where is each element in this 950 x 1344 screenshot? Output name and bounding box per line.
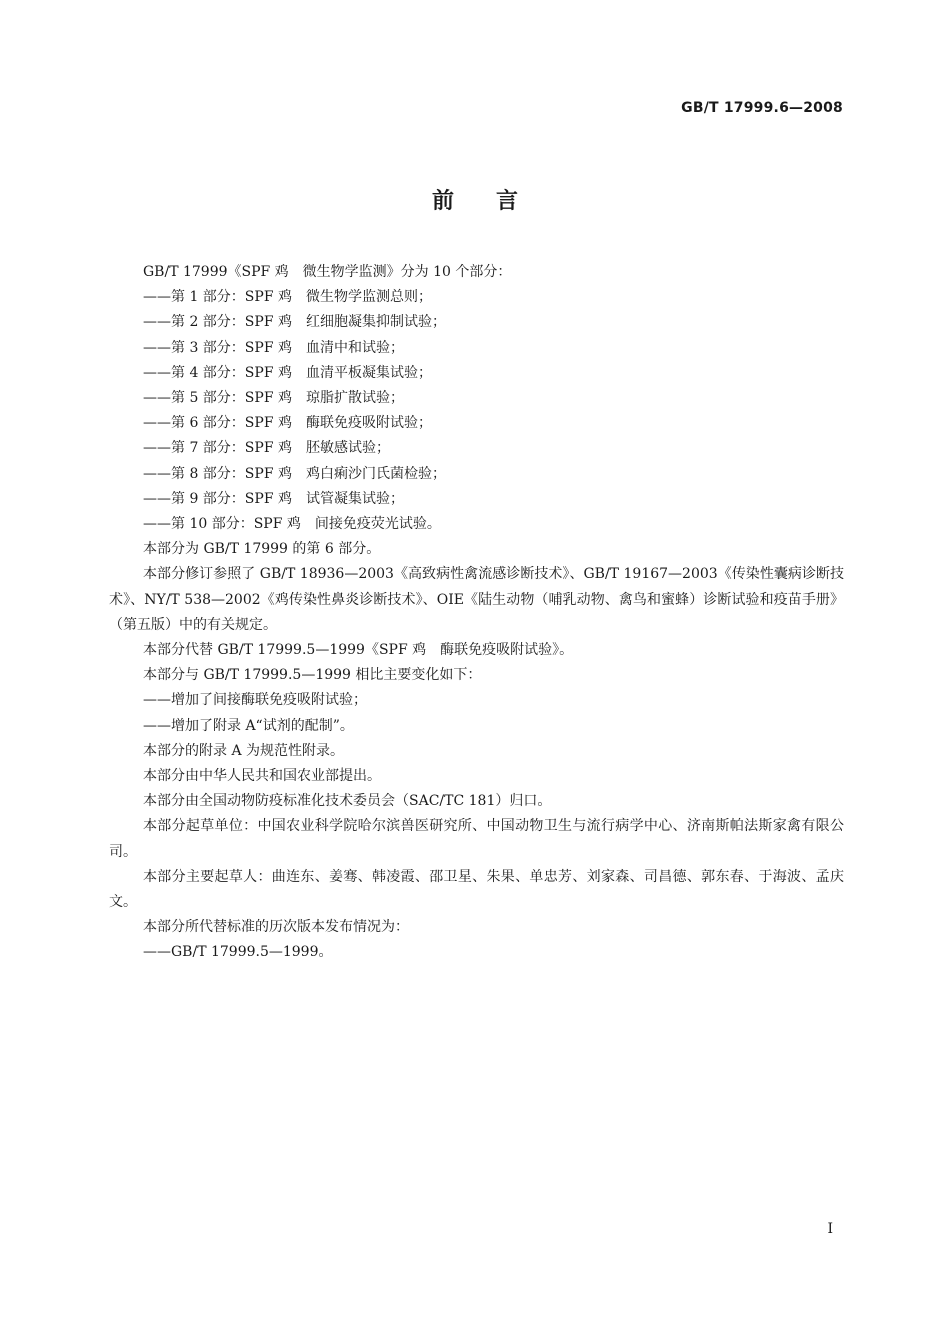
- part-of-paragraph: 本部分为 GB/T 17999 的第 6 部分。: [143, 541, 381, 558]
- drafters-paragraph: 本部分主要起草人：曲连东、姜骞、韩凌霞、邵卫星、朱果、单忠芳、刘家森、司昌德、郭东春、于海波、孟庆文。: [109, 868, 844, 911]
- page-title: 前言: [431, 189, 560, 214]
- list-item-change-2: ——增加了附录 A“试剂的配制”。: [143, 717, 354, 734]
- annex-paragraph: 本部分的附录 A 为规范性附录。: [143, 742, 345, 759]
- foreword-body: [109, 260, 844, 966]
- replaces-paragraph: 本部分代替 GB/T 17999.5—1999《SPF 鸡 酶联免疫吸附试验》。: [143, 642, 574, 659]
- list-item-part-6: ——第 6 部分：SPF 鸡 酶联免疫吸附试验；: [143, 415, 432, 432]
- list-item-history-1: ——GB/T 17999.5—1999。: [143, 944, 333, 961]
- list-item-change-1: ——增加了间接酶联免疫吸附试验；: [143, 692, 367, 709]
- history-intro-paragraph: 本部分所代替标准的历次版本发布情况为：: [143, 919, 409, 936]
- managed-by-paragraph: 本部分由全国动物防疫标准化技术委员会（SAC/TC 181）归口。: [143, 793, 552, 810]
- intro-paragraph: GB/T 17999《SPF 鸡 微生物学监测》分为 10 个部分：: [143, 264, 512, 280]
- list-item-part-2: ——第 2 部分：SPF 鸡 红细胞凝集抑制试验；: [143, 314, 446, 331]
- changes-intro-paragraph: 本部分与 GB/T 17999.5—1999 相比主要变化如下：: [143, 667, 482, 684]
- list-item-part-5: ——第 5 部分：SPF 鸡 琼脂扩散试验；: [143, 390, 404, 407]
- list-item-part-4: ——第 4 部分：SPF 鸡 血清平板凝集试验；: [143, 364, 432, 381]
- list-item-part-10: ——第 10 部分：SPF 鸡 间接免疫荧光试验。: [143, 516, 441, 533]
- references-paragraph: 本部分修订参照了 GB/T 18936—2003《高致病性禽流感诊断技术》、GB/T 19167—2003《传染性囊病诊断技术》、NY/T 538—2002《鸡传染性鼻炎诊断技术》、OIE《陆生动物（哺乳动物、禽鸟和蜜蜂）诊断试验和疫苗手册》（第五版）中的有关规定。: [109, 566, 844, 633]
- list-item-part-3: ——第 3 部分：SPF 鸡 血清中和试验；: [143, 339, 404, 356]
- list-item-part-1: ——第 1 部分：SPF 鸡 微生物学监测总则；: [143, 289, 432, 306]
- list-item-part-9: ——第 9 部分：SPF 鸡 试管凝集试验；: [143, 490, 404, 507]
- standard-code: GB/T 17999.6—2008: [681, 100, 843, 116]
- proposed-by-paragraph: 本部分由中华人民共和国农业部提出。: [143, 768, 381, 785]
- drafting-units-paragraph: 本部分起草单位：中国农业科学院哈尔滨兽医研究所、中国动物卫生与流行病学中心、济南斯帕法斯家禽有限公司。: [109, 818, 844, 860]
- list-item-part-8: ——第 8 部分：SPF 鸡 鸡白痢沙门氏菌检验；: [143, 465, 446, 482]
- page-number: I: [827, 1221, 833, 1237]
- list-item-part-7: ——第 7 部分：SPF 鸡 胚敏感试验；: [143, 440, 390, 457]
